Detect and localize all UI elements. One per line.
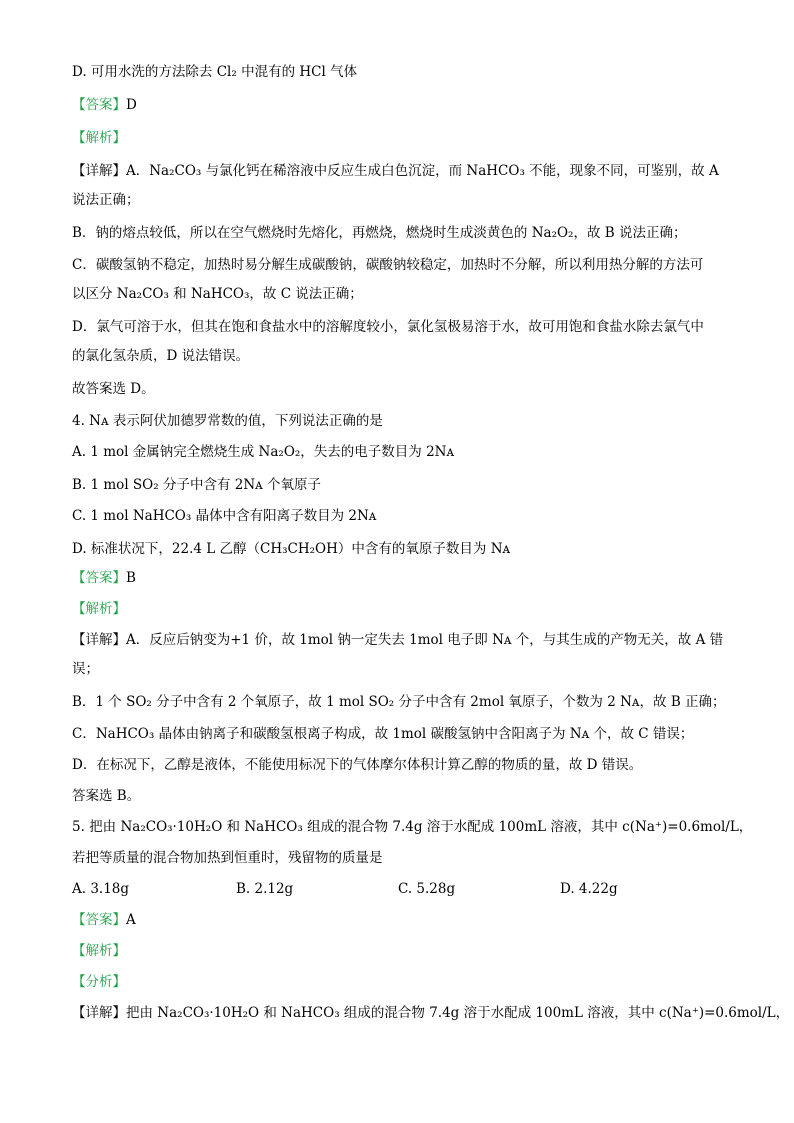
q4-conclusion: 答案选 B。 xyxy=(72,788,141,804)
q4-answer: B xyxy=(126,570,136,586)
q3-answer-line xyxy=(72,95,137,115)
q3-detail-line-3: B．钠的熔点较低，所以在空气燃烧时先熔化，再燃烧，燃烧时生成淡黄色的 Na₂O₂，故 B 说法正确； xyxy=(72,225,687,241)
q5-analysis-tag: 【解析】 xyxy=(72,943,126,959)
answer-tag: 【答案】 xyxy=(72,97,126,113)
answer-tag: 【答案】 xyxy=(72,570,126,586)
q5-option-b: B. 2.12g xyxy=(236,881,294,897)
q4-analysis-tag: 【解析】 xyxy=(72,601,126,617)
q3-conclusion: 故答案选 D。 xyxy=(72,381,155,397)
q4-detail-line-5: D．在标况下，乙醇是液体，不能使用标况下的气体摩尔体积计算乙醇的物质的量，故 D 错误。 xyxy=(72,757,643,773)
q4-detail-line-3: B．1 个 SO₂ 分子中含有 2 个氧原子，故 1 mol SO₂ 分子中含有 2mol 氧原子，个数为 2 Nᴀ，故 B 正确； xyxy=(72,694,726,710)
detail-tag: 【详解】 xyxy=(72,163,126,179)
q3-option-d: D. 可用水洗的方法除去 Cl₂ 中混有的 HCl 气体 xyxy=(72,64,358,80)
q5-option-a: A. 3.18g xyxy=(72,881,130,897)
q4-option-b: B. 1 mol SO₂ 分子中含有 2Nᴀ 个氧原子 xyxy=(72,477,322,493)
q5-stem-line-2: 若把等质量的混合物加热到恒重时，残留物的质量是 xyxy=(72,850,383,866)
q4-detail-line-1: 【详解】A．反应后钠变为+1 价，故 1mol 钠一定失去 1mol 电子即 Nᴀ 个，与其生成的产物无关，故 A 错 xyxy=(72,632,724,648)
q3-detail-line-1: 【详解】A．Na₂CO₃ 与氯化钙在稀溶液中反应生成白色沉淀，而 NaHCO₃ 不能，现象不同，可鉴别，故 A xyxy=(72,163,719,179)
q3-detail-line-2: 说法正确； xyxy=(72,192,140,208)
q3-answer: D xyxy=(126,97,137,113)
q4-option-c: C. 1 mol NaHCO₃ 晶体中含有阳离子数目为 2Nᴀ xyxy=(72,508,377,524)
answer-tag: 【答案】 xyxy=(72,912,126,928)
q4-option-a: A. 1 mol 金属钠完全燃烧生成 Na₂O₂，失去的电子数目为 2Nᴀ xyxy=(72,444,455,460)
q5-option-c: C. 5.28g xyxy=(398,881,456,897)
q4-detail-line-2: 误； xyxy=(72,661,99,677)
q4-detail-line-4: C．NaHCO₃ 晶体由钠离子和碳酸氢根离子构成，故 1mol 碳酸氢钠中含阳离子为 Nᴀ 个，故 C 错误； xyxy=(72,726,694,742)
q3-detail-line-5: 以区分 Na₂CO₃ 和 NaHCO₃，故 C 说法正确； xyxy=(72,286,363,302)
q5-stem-line-1: 5. 把由 Na₂CO₃·10H₂O 和 NaHCO₃ 组成的混合物 7.4g 溶于水配成 100mL 溶液，其中 c(Na⁺)=0.6mol/L， xyxy=(72,819,753,835)
q5-answer: A xyxy=(126,912,136,928)
q4-option-d: D. 标准状况下，22.4 L 乙醇（CH₃CH₂OH）中含有的氧原子数目为 Nᴀ xyxy=(72,541,511,557)
q3-detail-line-4: C．碳酸氢钠不稳定，加热时易分解生成碳酸钠，碳酸钠较稳定，加热时不分解，所以利用热分解的方法可 xyxy=(72,257,704,273)
q5-analysis2-tag: 【分析】 xyxy=(72,974,126,990)
q3-analysis-tag: 【解析】 xyxy=(72,130,126,146)
detail-tag: 【详解】 xyxy=(72,632,126,648)
detail-tag: 【详解】 xyxy=(72,1005,126,1021)
q4-stem: 4. Nᴀ 表示阿伏加德罗常数的值，下列说法正确的是 xyxy=(72,413,383,429)
q5-answer-line xyxy=(72,910,136,930)
q3-detail-line-7: 的氯化氢杂质，D 说法错误。 xyxy=(72,348,250,364)
q3-detail-line-6: D．氯气可溶于水，但其在饱和食盐水中的溶解度较小，氯化氢极易溶于水，故可用饱和食盐水除去氯气中 xyxy=(72,319,704,335)
q4-answer-line xyxy=(72,568,136,588)
q5-option-d: D. 4.22g xyxy=(560,881,618,897)
q5-detail-line-1: 【详解】把由 Na₂CO₃·10H₂O 和 NaHCO₃ 组成的混合物 7.4g 溶于水配成 100mL 溶液，其中 c(Na⁺)=0.6mol/L， xyxy=(72,1005,790,1021)
